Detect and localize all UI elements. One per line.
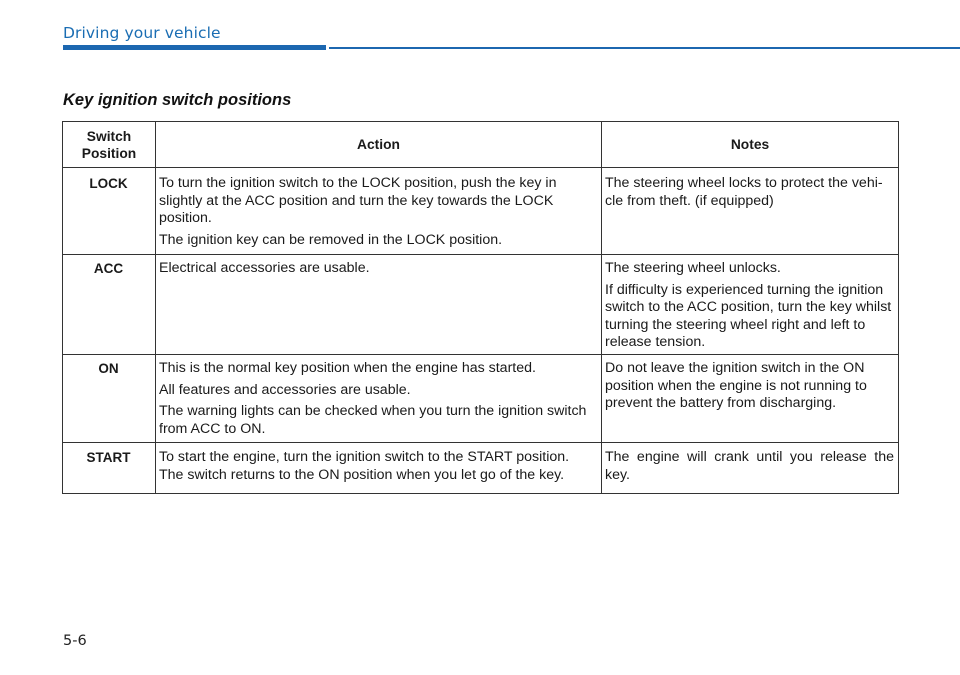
section-header: Driving your vehicle (63, 24, 221, 42)
column-header-action: Action (156, 122, 602, 168)
notes-cell (602, 443, 899, 494)
notes-text: The steering wheel locks to protect the vehi-cle from theft. (if equipped) (605, 175, 883, 209)
switch-position-cell: START (63, 443, 156, 494)
action-cell (156, 355, 602, 443)
action-cell (156, 255, 602, 355)
action-text: To start the engine, turn the ignition switch to the START position. The switch returns to the ON position when you let go of the key. (159, 449, 570, 483)
action-cell (156, 443, 602, 494)
switch-position-cell: ON (63, 355, 156, 443)
column-header-switch-position-line2: Position (81, 145, 137, 161)
action-text: The ignition key can be removed in the LOCK position. (159, 231, 503, 248)
switch-position-cell: LOCK (63, 168, 156, 255)
table-header-row (63, 122, 899, 168)
notes-text: Do not leave the ignition switch in the ON position when the engine is not running to prevent the battery from discharging. (605, 360, 867, 411)
action-text: Electrical accessories are usable. (159, 260, 370, 276)
table-row (63, 168, 899, 255)
table-row (63, 255, 899, 355)
action-text: This is the normal key position when the engine has started. (159, 360, 536, 376)
table-row (63, 355, 899, 443)
notes-cell (602, 168, 899, 255)
notes-text: The steering wheel unlocks. (605, 260, 781, 276)
notes-text: If difficulty is experienced turning the ignition switch to the ACC position, turn the key whilst turning the steering wheel right and left to release tension. (605, 281, 892, 350)
notes-cell (602, 255, 899, 355)
header-rule-thick (63, 45, 326, 50)
notes-cell (602, 355, 899, 443)
page-number: 5-6 (63, 633, 87, 649)
action-text: To turn the ignition switch to the LOCK position, push the key in slightly at the ACC position and turn the key towards the LOCK position. (159, 175, 557, 226)
action-cell (156, 168, 602, 255)
header-rule-thin (329, 47, 960, 49)
column-header-switch-position (63, 122, 156, 168)
switch-position-cell: ACC (63, 255, 156, 355)
notes-text: The engine will crank until you release the key. (605, 449, 894, 483)
table-row (63, 443, 899, 494)
ignition-positions-table (62, 121, 899, 494)
column-header-switch-position-line1: Switch (86, 128, 132, 144)
column-header-notes: Notes (602, 122, 899, 168)
action-text: The warning lights can be checked when you turn the ignition switch from ACC to ON. (159, 403, 587, 437)
page-title: Key ignition switch positions (63, 91, 292, 109)
action-text: All features and accessories are usable. (159, 381, 411, 398)
